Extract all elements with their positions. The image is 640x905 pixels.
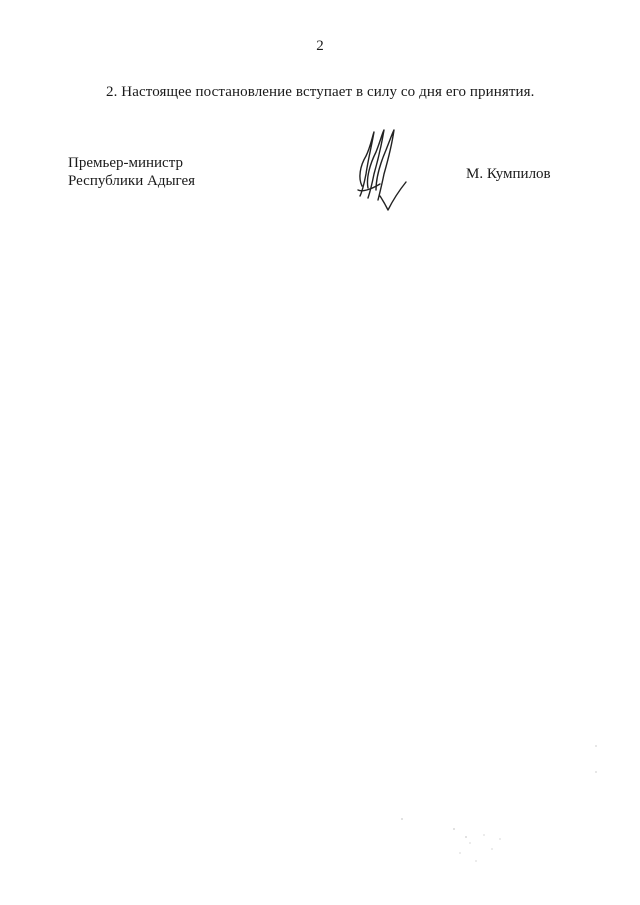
signatory-name: М. Кумпилов xyxy=(466,166,551,182)
signatory-title-line1: Премьер-министр xyxy=(68,155,183,171)
scan-edge-mark xyxy=(594,742,598,782)
page-number: 2 xyxy=(316,38,324,54)
signatory-title-line2: Республики Адыгея xyxy=(68,173,196,189)
clause-text: 2. Настоящее постановление вступает в силу со дня его принятия. xyxy=(106,84,535,100)
handwritten-signature xyxy=(350,126,410,214)
scan-noise xyxy=(396,815,516,875)
signatory-title xyxy=(68,154,195,190)
